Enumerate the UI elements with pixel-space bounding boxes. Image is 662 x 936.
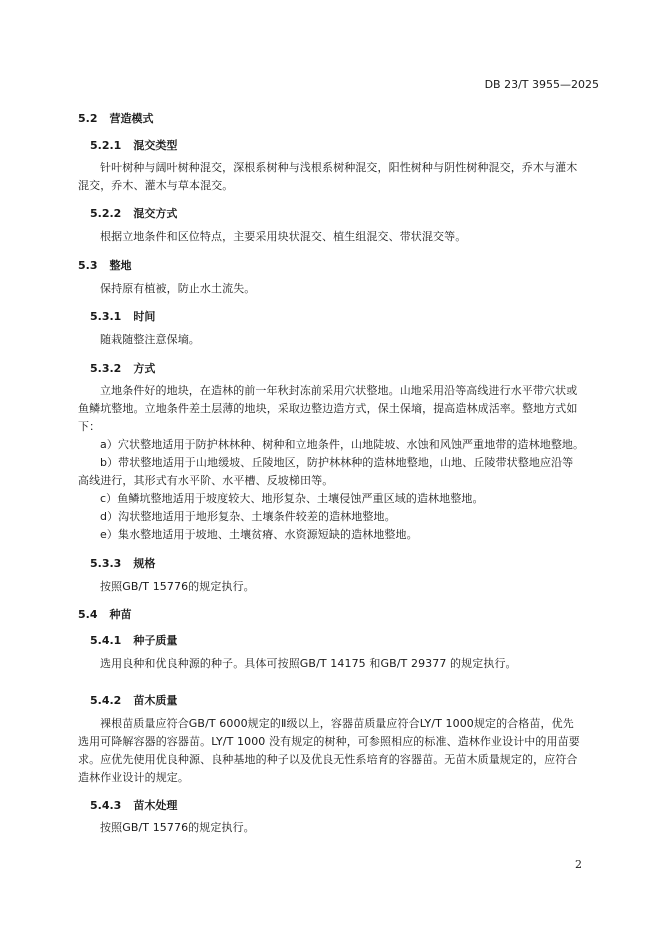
- heading-title: 规格: [133, 557, 156, 570]
- list-item: a）穴状整地适用于防护林林种、树种和立地条件，山地陡坡、水蚀和风蚀严重地带的造林地整地。: [100, 438, 585, 451]
- list-item: d）沟状整地适用于地形复杂、土壤条件较差的造林地整地。: [100, 510, 396, 523]
- heading-title: 时间: [133, 310, 156, 323]
- page-number: 2: [575, 858, 582, 871]
- heading-title: 整地: [109, 259, 132, 272]
- paragraph-line: 造林作业设计的规定。: [78, 771, 189, 784]
- paragraph-line: 针叶树种与阔叶树种混交，深根系树种与浅根系树种混交，阳性树种与阴性树种混交，乔木与灌木: [100, 161, 578, 174]
- heading-number: 5.4: [78, 608, 98, 621]
- list-item: c）鱼鳞坑整地适用于坡度较大、地形复杂、土壤侵蚀严重区域的造林地整地。: [100, 492, 484, 505]
- heading-title: 混交类型: [133, 139, 178, 152]
- paragraph-line: 选用良种和优良种源的种子。具体可按照GB/T 14175 和GB/T 29377 的规定执行。: [100, 657, 517, 670]
- heading-title: 种子质量: [133, 634, 178, 647]
- list-item-continuation: 高线进行，其形式有水平阶、水平槽、反坡梯田等。: [78, 474, 334, 487]
- heading-number: 5.3.3: [90, 557, 122, 570]
- heading-title: 方式: [133, 362, 156, 375]
- list-item: e）集水整地适用于坡地、土壤贫瘠、水资源短缺的造林地整地。: [100, 528, 418, 541]
- heading-title: 苗木质量: [133, 694, 178, 707]
- paragraph-line: 保持原有植被，防止水土流失。: [100, 282, 256, 295]
- heading-5-4-1: [90, 632, 177, 648]
- heading-number: 5.2.2: [90, 207, 122, 220]
- heading-number: 5.4.2: [90, 694, 122, 707]
- heading-title: 营造模式: [109, 112, 154, 125]
- heading-title: 苗木处理: [133, 799, 178, 812]
- paragraph-line: 求。应优先使用优良种源、良种基地的种子以及优良无性系培育的容器苗。无苗木质量规定的，应符合: [78, 753, 578, 766]
- paragraph-line: 根据立地条件和区位特点，主要采用块状混交、植生组混交、带状混交等。: [100, 230, 467, 243]
- paragraph-line: 立地条件好的地块，在造林的前一年秋封冻前采用穴状整地。山地采用沿等高线进行水平带穴状或: [100, 384, 578, 397]
- heading-5-2-1: [90, 137, 177, 153]
- heading-5-3: [78, 257, 132, 273]
- paragraph-line: 下：: [78, 420, 101, 433]
- paragraph-line: 裸根苗质量应符合GB/T 6000规定的Ⅱ级以上，容器苗质量应符合LY/T 1000规定的合格苗，优先: [100, 717, 574, 730]
- document-code: DB 23/T 3955—2025: [484, 78, 599, 91]
- list-item: b）带状整地适用于山地缓坡、丘陵地区，防护林林种的造林地整地，山地、丘陵带状整地应沿等: [100, 456, 574, 469]
- heading-5-3-2: [90, 360, 155, 376]
- paragraph-line: 混交，乔木、灌木与草本混交。: [78, 179, 234, 192]
- heading-5-4: [78, 606, 132, 622]
- paragraph-line: 鱼鳞坑整地。立地条件差土层薄的地块，采取边整边造方式，保土保墒，提高造林成活率。整地方式如: [78, 402, 578, 415]
- heading-number: 5.3.2: [90, 362, 122, 375]
- heading-5-2: [78, 110, 154, 126]
- heading-number: 5.2: [78, 112, 98, 125]
- heading-5-4-3: [90, 797, 177, 813]
- heading-5-2-2: [90, 205, 177, 221]
- heading-title: 种苗: [109, 608, 132, 621]
- paragraph-line: 按照GB/T 15776的规定执行。: [100, 580, 255, 593]
- paragraph-line: 按照GB/T 15776的规定执行。: [100, 821, 255, 834]
- heading-5-3-1: [90, 308, 155, 324]
- heading-number: 5.3: [78, 259, 98, 272]
- heading-number: 5.3.1: [90, 310, 122, 323]
- heading-5-3-3: [90, 555, 155, 571]
- paragraph-line: 选用可降解容器的容器苗。LY/T 1000 没有规定的树种，可参照相应的标准、造林作业设计中的用苗要: [78, 735, 580, 748]
- heading-number: 5.4.1: [90, 634, 122, 647]
- heading-number: 5.2.1: [90, 139, 122, 152]
- paragraph-line: 随栽随整注意保墒。: [100, 333, 200, 346]
- heading-title: 混交方式: [133, 207, 178, 220]
- heading-number: 5.4.3: [90, 799, 122, 812]
- heading-5-4-2: [90, 692, 177, 708]
